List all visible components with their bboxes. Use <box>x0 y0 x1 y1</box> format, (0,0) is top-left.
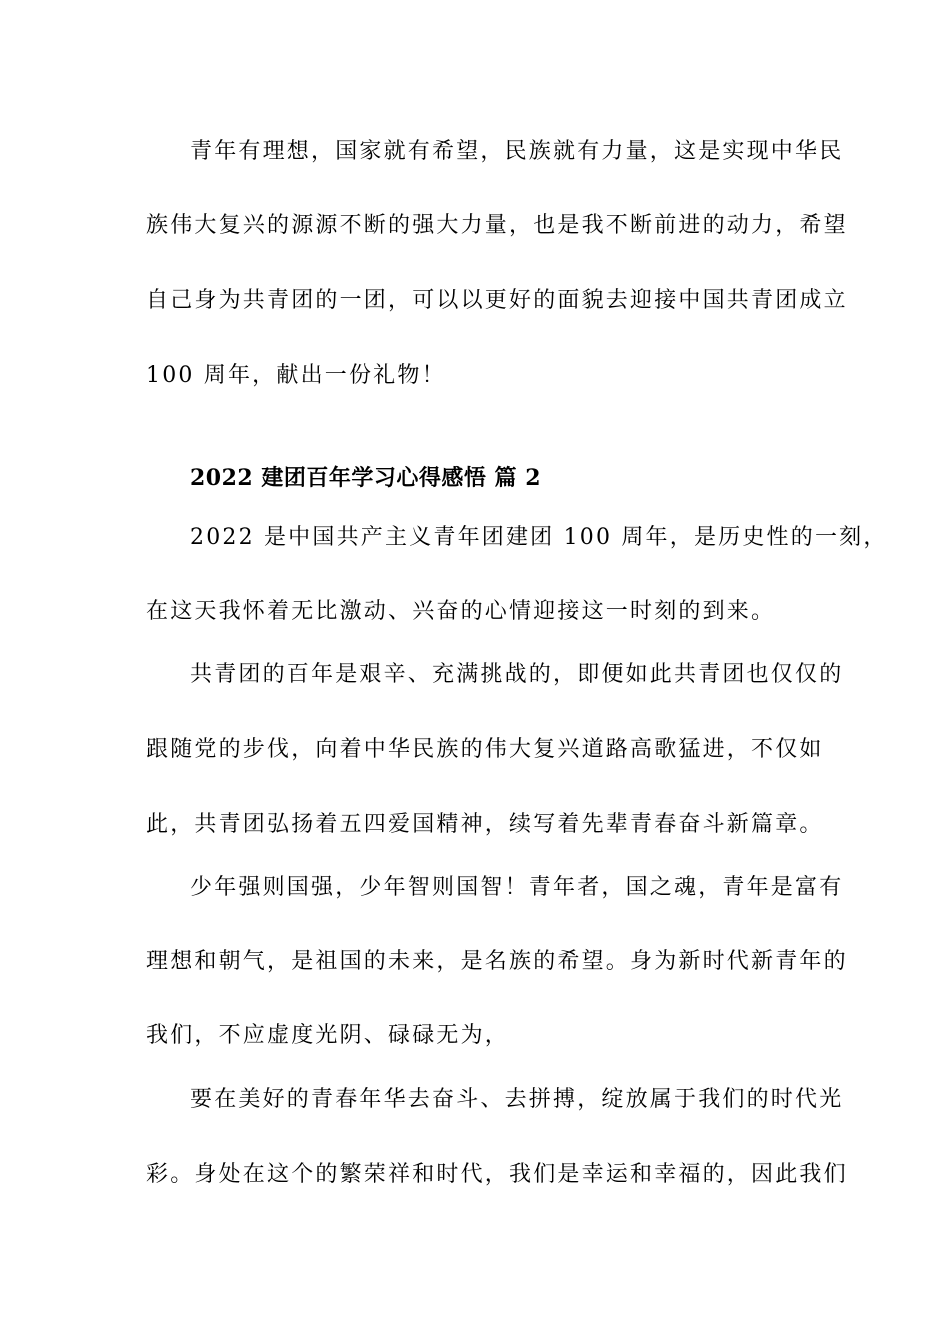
paragraph-line: 共青团的百年是艰辛、充满挑战的，即便如此共青团也仅仅的 <box>190 662 844 687</box>
paragraph-line: 此，共青团弘扬着五四爱国精神，续写着先辈青春奋斗新篇章。 <box>146 812 824 837</box>
paragraph-line: 在这天我怀着无比激动、兴奋的心情迎接这一时刻的到来。 <box>146 599 776 624</box>
paragraph-line: 2022 是中国共产主义青年团建团 100 周年，是历史性的一刻， <box>190 525 888 550</box>
paragraph-line: 我们，不应虚度光阴、碌碌无为， <box>146 1023 510 1048</box>
paragraph-line: 少年强则国强，少年智则国智！青年者，国之魂，青年是富有 <box>190 875 844 900</box>
section-heading: 2022 建团百年学习心得感悟 篇 2 <box>190 465 542 491</box>
paragraph-line: 跟随党的步伐，向着中华民族的伟大复兴道路高歌猛进，不仅如 <box>146 737 824 762</box>
paragraph-line: 族伟大复兴的源源不断的强大力量，也是我不断前进的动力，希望 <box>146 213 848 238</box>
paragraph-line: 彩。身处在这个的繁荣祥和时代，我们是幸运和幸福的，因此我们 <box>146 1162 848 1187</box>
paragraph-line: 青年有理想，国家就有希望，民族就有力量，这是实现中华民 <box>190 139 844 164</box>
paragraph-line: 要在美好的青春年华去奋斗、去拼搏，绽放属于我们的时代光 <box>190 1087 844 1112</box>
paragraph-line: 100 周年，献出一份礼物！ <box>146 363 446 388</box>
paragraph-line: 理想和朝气，是祖国的未来，是名族的希望。身为新时代新青年的 <box>146 949 848 974</box>
paragraph-line: 自己身为共青团的一团，可以以更好的面貌去迎接中国共青团成立 <box>146 288 848 313</box>
